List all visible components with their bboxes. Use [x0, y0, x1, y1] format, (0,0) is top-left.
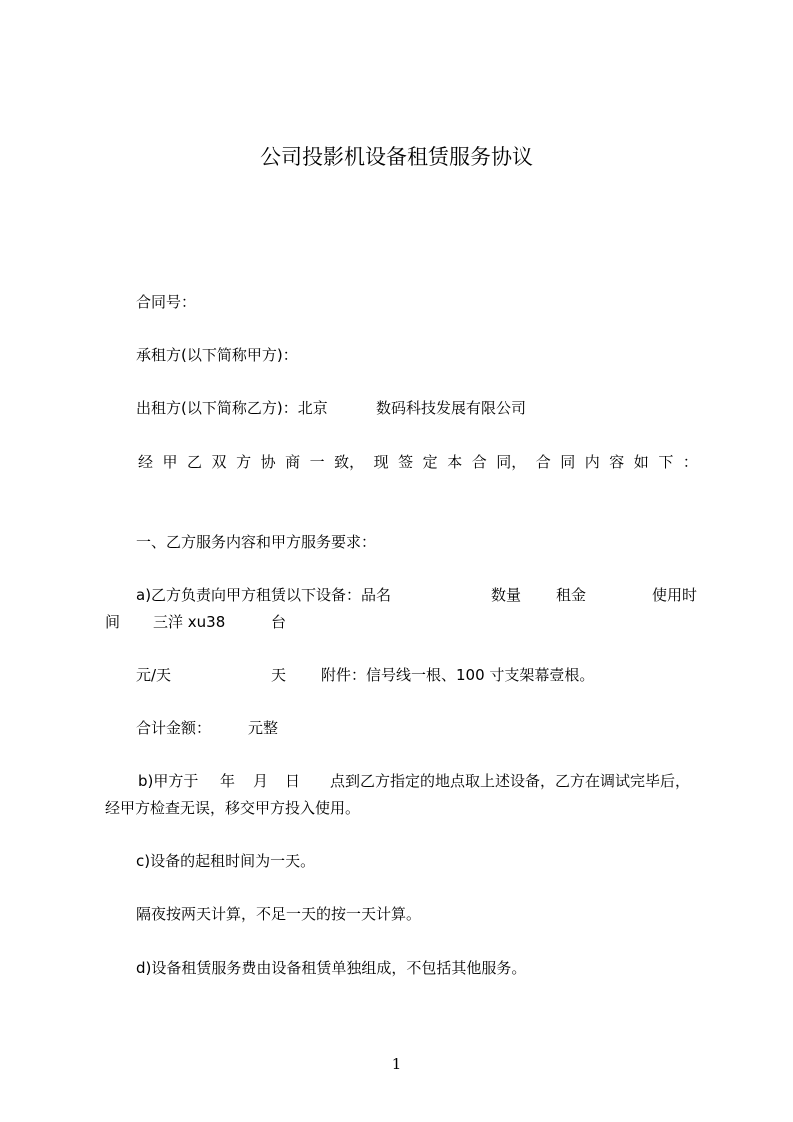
intro-token: 同，: [496, 453, 527, 471]
intro-token: 甲: [162, 453, 178, 471]
section-1-heading: 一、乙方服务内容和甲方服务要求：: [136, 533, 377, 551]
intro-token: 如: [633, 453, 649, 471]
column-usage-time: 使用时: [652, 586, 698, 604]
clause-b-year: 年: [220, 772, 236, 790]
clause-c: c)设备的起租时间为一天。: [136, 852, 316, 870]
column-usage-time-cont: 间: [105, 613, 121, 631]
intro-token: 经: [138, 453, 154, 471]
intro-token: ：: [682, 453, 698, 471]
lessor-field: 出租方(以下简称乙方)：北京: [136, 399, 328, 417]
equipment-unit: 台: [271, 613, 287, 631]
column-quantity: 数量: [491, 586, 522, 604]
lessor-company-name: 数码科技发展有限公司: [376, 399, 527, 417]
clause-b-day: 日: [285, 772, 301, 790]
equipment-item: 三洋 xu38: [153, 613, 226, 631]
total-amount-unit: 元整: [248, 719, 279, 737]
intro-token: 乙: [187, 453, 203, 471]
attachments: 附件：信号线一根、100 寸支架幕壹根。: [321, 666, 595, 684]
column-rent: 租金: [556, 586, 587, 604]
intro-token: 双: [211, 453, 227, 471]
intro-token: 合: [471, 453, 487, 471]
intro-token: 协: [260, 453, 276, 471]
clause-b-text-line2: 经甲方检查无误，移交甲方投入使用。: [105, 799, 361, 817]
intro-token: 商: [285, 453, 301, 471]
intro-token: 本: [447, 453, 463, 471]
intro-token: 方: [236, 453, 252, 471]
clause-b-month: 月: [253, 772, 269, 790]
total-amount-label: 合计金额：: [136, 719, 212, 737]
rent-unit: 元/天: [136, 666, 172, 684]
intro-token: 一: [309, 453, 325, 471]
clause-b-text: 点到乙方指定的地点取上述设备，乙方在调试完毕后，: [330, 772, 691, 790]
clause-c-overnight: 隔夜按两天计算，不足一天的按一天计算。: [136, 905, 422, 923]
document-title: 公司投影机设备租赁服务协议: [260, 145, 533, 169]
page-number: 1: [391, 1055, 402, 1073]
intro-token: 下: [658, 453, 674, 471]
intro-token: 现: [373, 453, 389, 471]
intro-token: 致，: [334, 453, 365, 471]
intro-token: 定: [422, 453, 438, 471]
intro-token: 容: [609, 453, 625, 471]
intro-statement: [138, 452, 698, 472]
usage-days: 天: [271, 666, 287, 684]
intro-token: 合: [535, 453, 551, 471]
clause-a-lead: a)乙方负责向甲方租赁以下设备：品名: [136, 586, 392, 604]
clause-b-lead: b)甲方于: [138, 772, 199, 790]
clause-d: d)设备租赁服务费由设备租赁单独组成，不包括其他服务。: [136, 959, 527, 977]
intro-token: 同: [560, 453, 576, 471]
lessee-field: 承租方(以下简称甲方)：: [136, 346, 298, 364]
intro-token: 内: [584, 453, 600, 471]
intro-token: 签: [398, 453, 414, 471]
contract-number-field: 合同号：: [136, 293, 197, 311]
